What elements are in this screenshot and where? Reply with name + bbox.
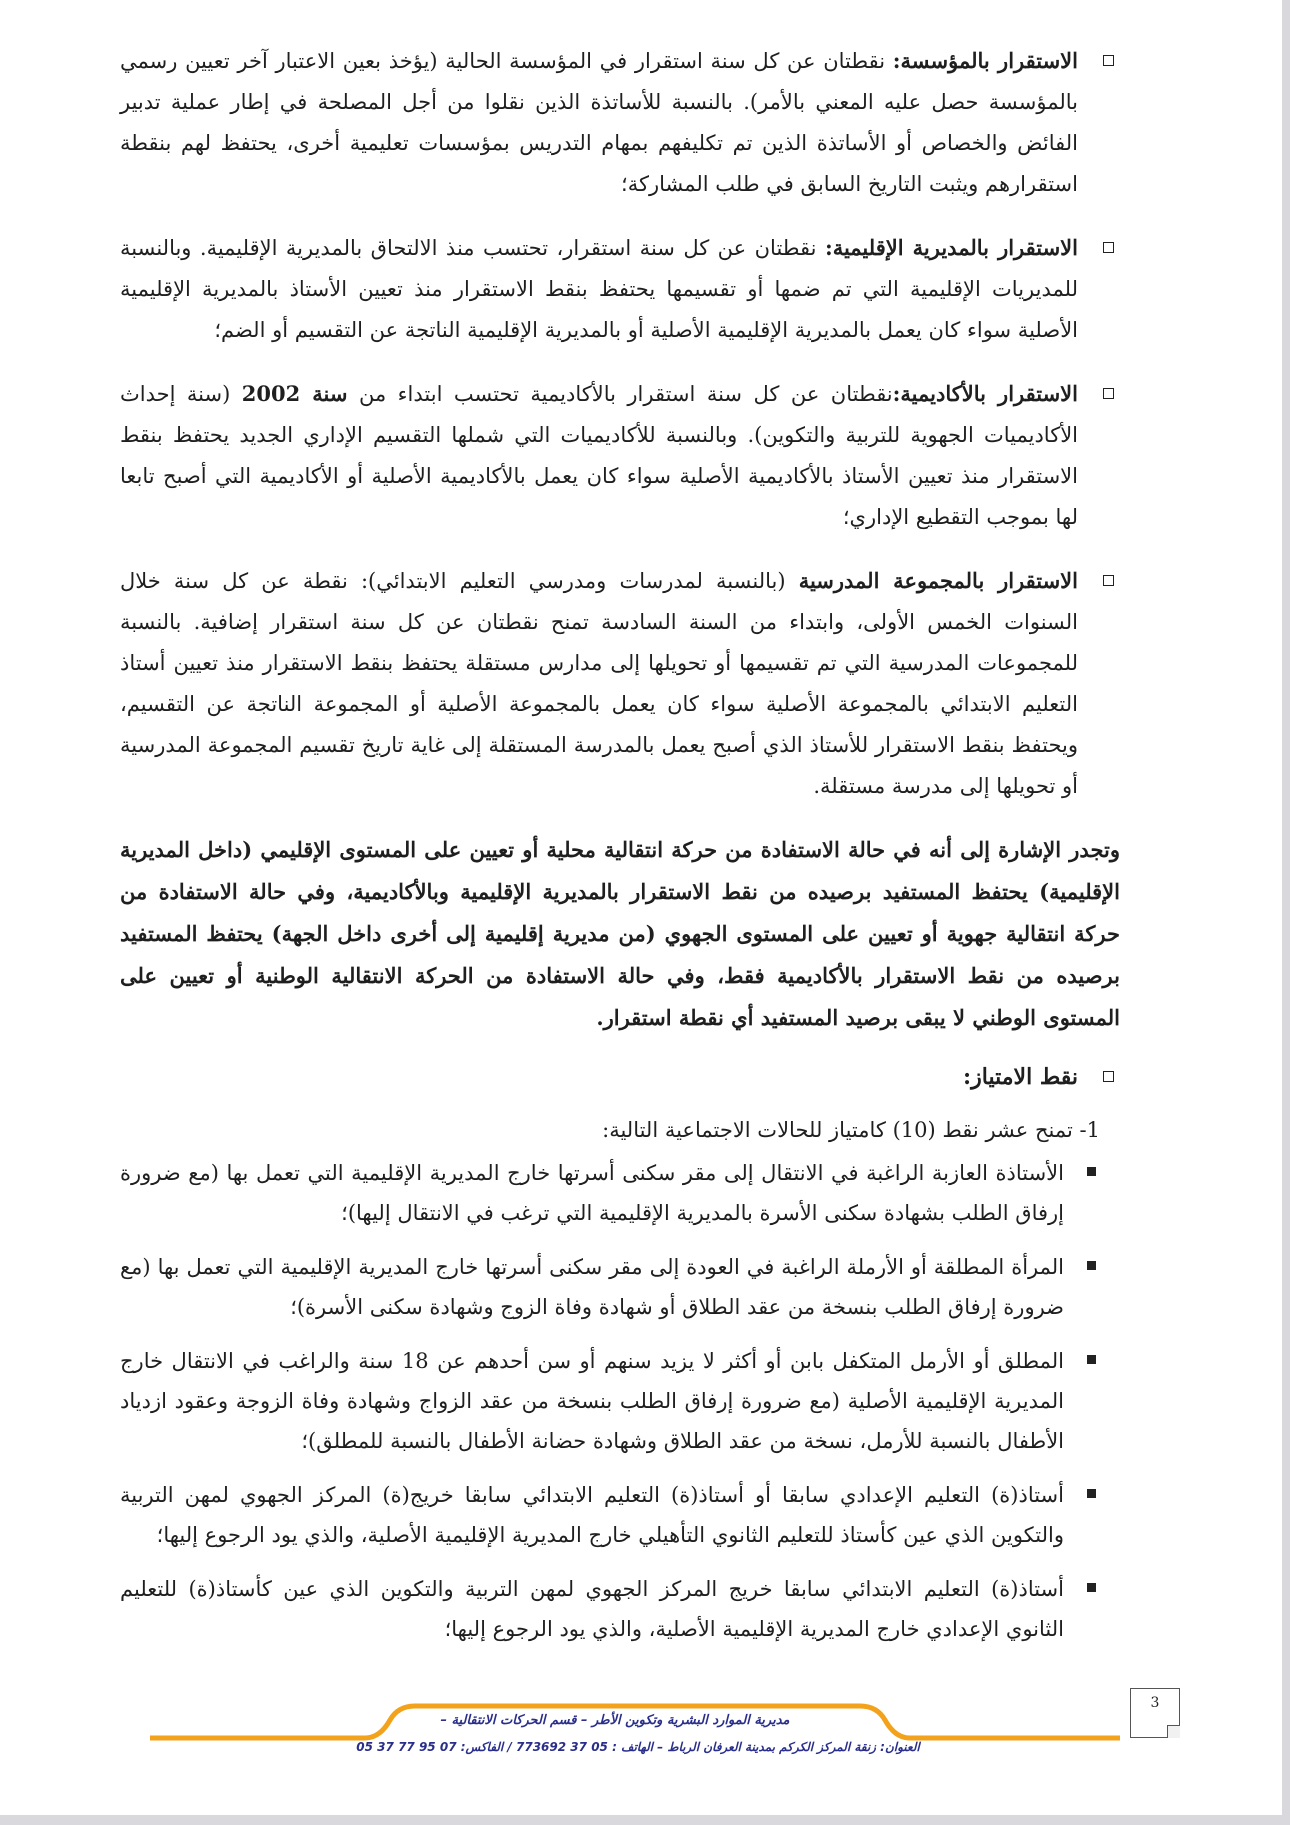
checkbox-bullet-icon [1103,242,1114,253]
footer-contact: العنوان: زنقة المركز الكركم بمدينة العرفان الرباط – الهاتف : 05 37 773692 / الفاكس: 07 95 77 37 05 [356,1740,920,1754]
paragraph-text: (بالنسبة لمدرسات ومدرسي التعليم الابتدائي): نقطة عن كل سنة خلال السنوات الخمس الأولى، وابتداء من السنة السادسة تمنح نقطتان عن كل سنة استقرار إضافية. بالنسبة للمجموعات المدرسية التي تم تقسيمها أو تحويلها إلى مدارس مستقلة يحتفظ بنقط الاستقرار منذ تعيين أستاذ التعليم الابتدائي بالمجموعة الأصلية سواء كان يعمل بالمجموعة الأصلية أو المجموعة الناتجة عن التقسيم، ويحتفظ بنقط الاستقرار للأستاذ الذي أصبح يعمل بالمدرسة المستقلة إلى غاية تاريخ تقسيم المجموعة المدرسية أو تحويلها إلى مدرسة مستقلة. [120,569,1078,798]
list-item-text: أستاذ(ة) التعليم الابتدائي سابقا خريج المركز الجهوي لمهن التربية والتكوين الذي عين كأستاذ(ة) للتعليم الثانوي الإعدادي خارج المديرية الإقليمية الأصلية، والذي يود الرجوع إليها؛ [120,1577,1064,1641]
year-highlight: سنة 2002 [241,381,348,406]
footer-department: مديرية الموارد البشرية وتكوين الأطر – قسم الحركات الانتقالية – [440,1713,790,1728]
checkbox-bullet-icon [1103,1071,1114,1082]
checkbox-bullet-icon [1103,55,1114,66]
square-bullet-icon [1087,1261,1096,1270]
paragraph-school-group-stability [120,560,1120,807]
list-item [120,1341,1120,1461]
square-bullet-icon [1087,1583,1096,1592]
square-bullet-icon [1087,1489,1096,1498]
paragraph-text: نقطتان عن كل سنة استقرار في المؤسسة الحالية (يؤخذ بعين الاعتبار آخر تعيين رسمي بالمؤسسة حصل عليه المعني بالأمر). بالنسبة للأساتذة الذين نقلوا من أجل المصلحة في إطار عملية تدبير الفائض والخصاص أو الأساتذة الذين تم تكليفهم بمهام التدريس بمؤسسات تعليمية أخرى، يحتفظ لهم بنقطة استقرارهم ويثبت التاريخ السابق في طلب المشاركة؛ [120,49,1079,196]
list-item [120,1247,1120,1327]
square-bullet-icon [1087,1355,1096,1364]
checkbox-bullet-icon [1103,388,1114,399]
scan-edge [1282,0,1290,1825]
paragraph-text: (سنة إحداث الأكاديميات الجهوية للتربية والتكوين). وبالنسبة للأكاديميات التي شملها التقسيم الإداري الجديد يحتفظ بنقط الاستقرار منذ تعيين الأستاذ بالأكاديمية الأصلية سواء كان يعمل بالأكاديمية الأصلية أو الأكاديمية التي أصبح تابعا لها بموجب التقطيع الإداري؛ [120,382,1078,529]
paragraph-institution-stability [120,40,1120,205]
page-number: 3 [1130,1688,1180,1738]
section-title-text: نقط الامتياز: [963,1064,1078,1090]
scan-bottom-edge [0,1815,1290,1825]
paragraph-text: نقطتان عن كل سنة استقرار بالأكاديمية تحتسب ابتداء من [347,382,893,406]
page-footer [0,1690,1290,1810]
section-title [120,1057,1120,1097]
paragraph-text: نقطتان عن كل سنة استقرار، تحتسب منذ الالتحاق بالمديرية الإقليمية. وبالنسبة للمديريات الإقليمية التي تم ضمها أو تقسيمها يحتفظ بنقط الاستقرار منذ تعيين الأستاذ بالمديرية الإقليمية الأصلية سواء كان يعمل بالمديرية الإقليمية الأصلية أو بالمديرية الإقليمية الناتجة عن التقسيم أو الضم؛ [120,236,1078,342]
list-item [120,1475,1120,1555]
paragraph-label: الاستقرار بالمؤسسة: [892,48,1078,73]
paragraph-label: الاستقرار بالأكاديمية: [892,381,1078,406]
list-item-text: المطلق أو الأرمل المتكفل بابن أو أكثر لا يزيد سنهم أو سن أحدهم عن 18 سنة والراغب في الانتقال خارج المديرية الإقليمية الأصلية (مع ضرورة إرفاق الطلب بنسخة من عقد الزواج وشهادة وفاة الزوجة وعقود ازدياد الأطفال بالنسبة للأرمل، نسخة من عقد الطلاق وشهادة حضانة الأطفال بالنسبة للمطلق)؛ [120,1349,1064,1453]
list-item-text: أستاذ(ة) التعليم الإعدادي سابقا أو أستاذ(ة) التعليم الابتدائي سابقا خريج(ة) المركز الجهوي لمهن التربية والتكوين الذي عين كأستاذ للتعليم الثانوي التأهيلي خارج المديرية الإقليمية الأصلية، والذي يود الرجوع إليها؛ [120,1483,1064,1547]
list-item-text: المرأة المطلقة أو الأرملة الراغبة في العودة إلى مقر سكنى أسرتها خارج المديرية الإقليمية التي تعمل بها (مع ضرورة إرفاق الطلب بنسخة من عقد الطلاق أو شهادة وفاة الزوج وشهادة سكنى الأسرة)؛ [120,1255,1064,1319]
paragraph-directorate-stability [120,227,1120,351]
important-note: وتجدر الإشارة إلى أنه في حالة الاستفادة من حركة انتقالية محلية أو تعيين على المستوى الإقليمي (داخل المديرية الإقليمية) يحتفظ المستفيد برصيده من نقط الاستقرار بالمديرية الإقليمية وبالأكاديمية، وفي حالة الاستفادة من حركة انتقالية جهوية أو تعيين على المستوى الجهوي (من مديرية إقليمية إلى أخرى داخل الجهة) يحتفظ المستفيد برصيده من نقط الاستقرار بالأكاديمية فقط، وفي حالة الاستفادة من الحركة الانتقالية الوطنية أو تعيين على المستوى الوطني لا يبقى برصيد المستفيد أي نقطة استقرار. [120,837,1120,1030]
list-item [120,1569,1120,1649]
list-item-text: الأستاذة العازبة الراغبة في الانتقال إلى مقر سكنى أسرتها خارج المديرية الإقليمية التي تعمل بها (مع ضرورة إرفاق الطلب بشهادة سكنى الأسرة بالمديرية الإقليمية التي ترغب في الانتقال إليها)؛ [120,1161,1064,1225]
list-item [120,1153,1120,1233]
paragraph-label: الاستقرار بالمديرية الإقليمية: [824,235,1078,260]
intro-line: 1- تمنح عشر نقط (10) كامتياز للحالات الاجتماعية التالية: [602,1118,1100,1142]
document-body [120,40,1120,1663]
paragraph-label: الاستقرار بالمجموعة المدرسية [798,568,1078,593]
checkbox-bullet-icon [1103,575,1114,586]
paragraph-academy-stability [120,373,1120,538]
square-bullet-icon [1087,1167,1096,1176]
